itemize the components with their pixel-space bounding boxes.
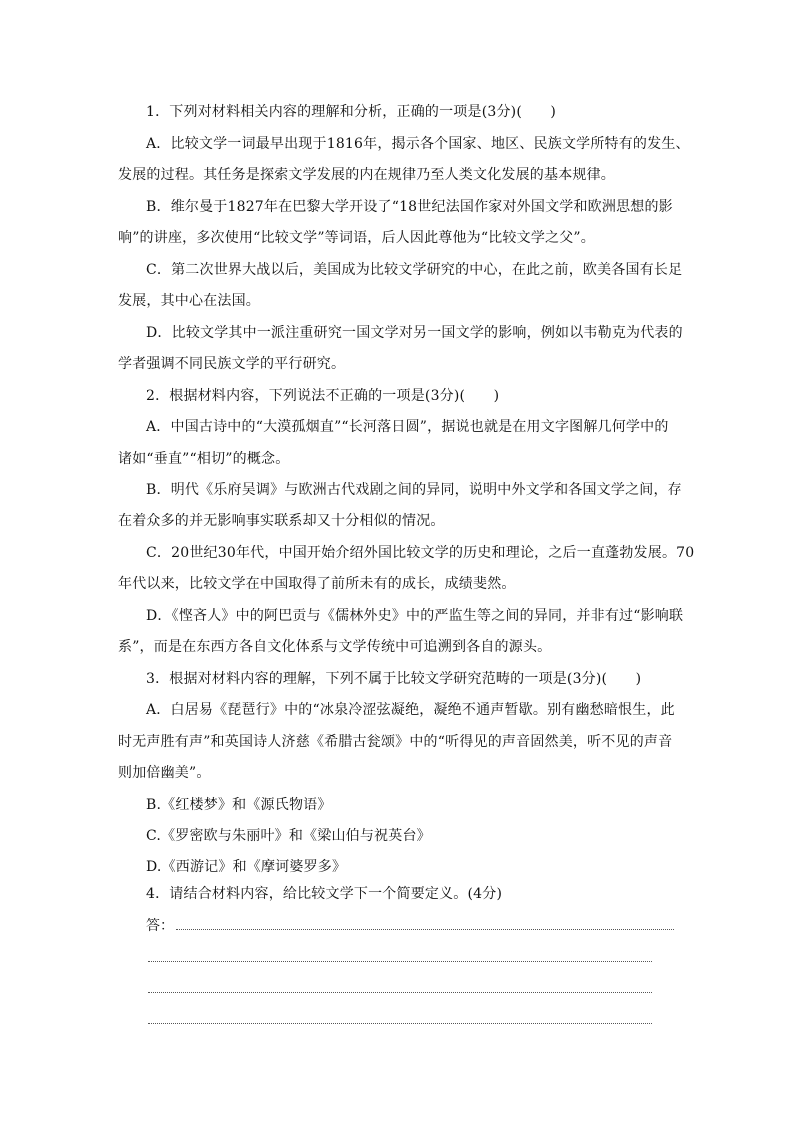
question-3-option-d: D.《西游记》和《摩诃婆罗多》 (146, 859, 347, 875)
question-2-option-d-cont: 系”，而是在东西方各自文化体系与文学传统中可追溯到各自的源头。 (118, 639, 552, 655)
question-3-option-a: A．白居易《琵琶行》中的“冰泉冷涩弦凝绝，凝绝不通声暂歇。别有幽愁暗恨生，此 (146, 702, 675, 718)
question-1-option-c: C．第二次世界大战以后，美国成为比较文学研究的中心，在此之前，欧美各国有长足 (146, 262, 683, 278)
question-2-option-d: D．《悭吝人》中的阿巴贡与《儒林外史》中的严监生等之间的异同，并非有过“影响联 (146, 608, 684, 624)
answer-line-4[interactable] (148, 1023, 652, 1024)
question-1-option-b: B．维尔曼于1827年在巴黎大学开设了“18世纪法国作家对外国文学和欧洲思想的影 (146, 199, 673, 215)
question-2-option-b: B．明代《乐府吴调》与欧洲古代戏剧之间的异同，说明中外文学和各国文学之间，存 (146, 482, 682, 498)
question-3-stem: 3．根据对材料内容的理解，下列不属于比较文学研究范畴的一项是(3分)( ) (146, 671, 642, 687)
question-1-option-c-cont: 发展，其中心在法国。 (118, 293, 260, 309)
question-1-option-a: A．比较文学一词最早出现于1816年，揭示各个国家、地区、民族文学所特有的发生、 (146, 136, 690, 152)
question-3-option-a-cont-2: 则加倍幽美”。 (118, 765, 211, 781)
question-2-stem: 2．根据材料内容，下列说法不正确的一项是(3分)( ) (146, 388, 500, 404)
question-2-option-b-cont: 在着众多的并无影响事实联系却又十分相似的情况。 (118, 513, 445, 529)
question-3-option-b: B.《红楼梦》和《源氏物语》 (146, 797, 332, 813)
question-3-option-a-cont: 时无声胜有声”和英国诗人济慈《希腊古瓮颂》中的“听得见的声音固然美，听不见的声音 (118, 734, 673, 750)
question-1-option-d-cont: 学者强调不同民族文学的平行研究。 (118, 356, 346, 372)
answer-line-2[interactable] (148, 961, 652, 962)
question-1-stem: 1．下列对材料相关内容的理解和分析，正确的一项是(3分)( ) (146, 104, 557, 120)
question-4-stem: 4．请结合材料内容，给比较文学下一个简要定义。(4分) (146, 886, 503, 902)
answer-line-1[interactable] (176, 929, 674, 930)
question-2-option-a-cont: 诸如“垂直”“相切”的概念。 (118, 451, 290, 467)
question-3-option-c: C.《罗密欧与朱丽叶》和《梁山伯与祝英台》 (146, 828, 431, 844)
answer-label: 答： (146, 918, 174, 934)
answer-line-3[interactable] (148, 992, 652, 993)
question-1-option-d: D．比较文学其中一派注重研究一国文学对另一国文学的影响，例如以韦勒克为代表的 (146, 325, 683, 341)
question-1-option-a-cont: 发展的过程。其任务是探索文学发展的内在规律乃至人类文化发展的基本规律。 (118, 167, 615, 183)
question-2-option-c-cont: 年代以来，比较文学在中国取得了前所未有的成长，成绩斐然。 (118, 576, 516, 592)
question-1-option-b-cont: 响”的讲座，多次使用“比较文学”等词语，后人因此尊他为“比较文学之父”。 (118, 230, 595, 246)
question-2-option-a: A．中国古诗中的“大漠孤烟直”“长河落日圆”，据说也就是在用文字图解几何学中的 (146, 419, 669, 435)
question-2-option-c: C．20世纪30年代，中国开始介绍外国比较文学的历史和理论，之后一直蓬勃发展。70 (146, 545, 695, 561)
